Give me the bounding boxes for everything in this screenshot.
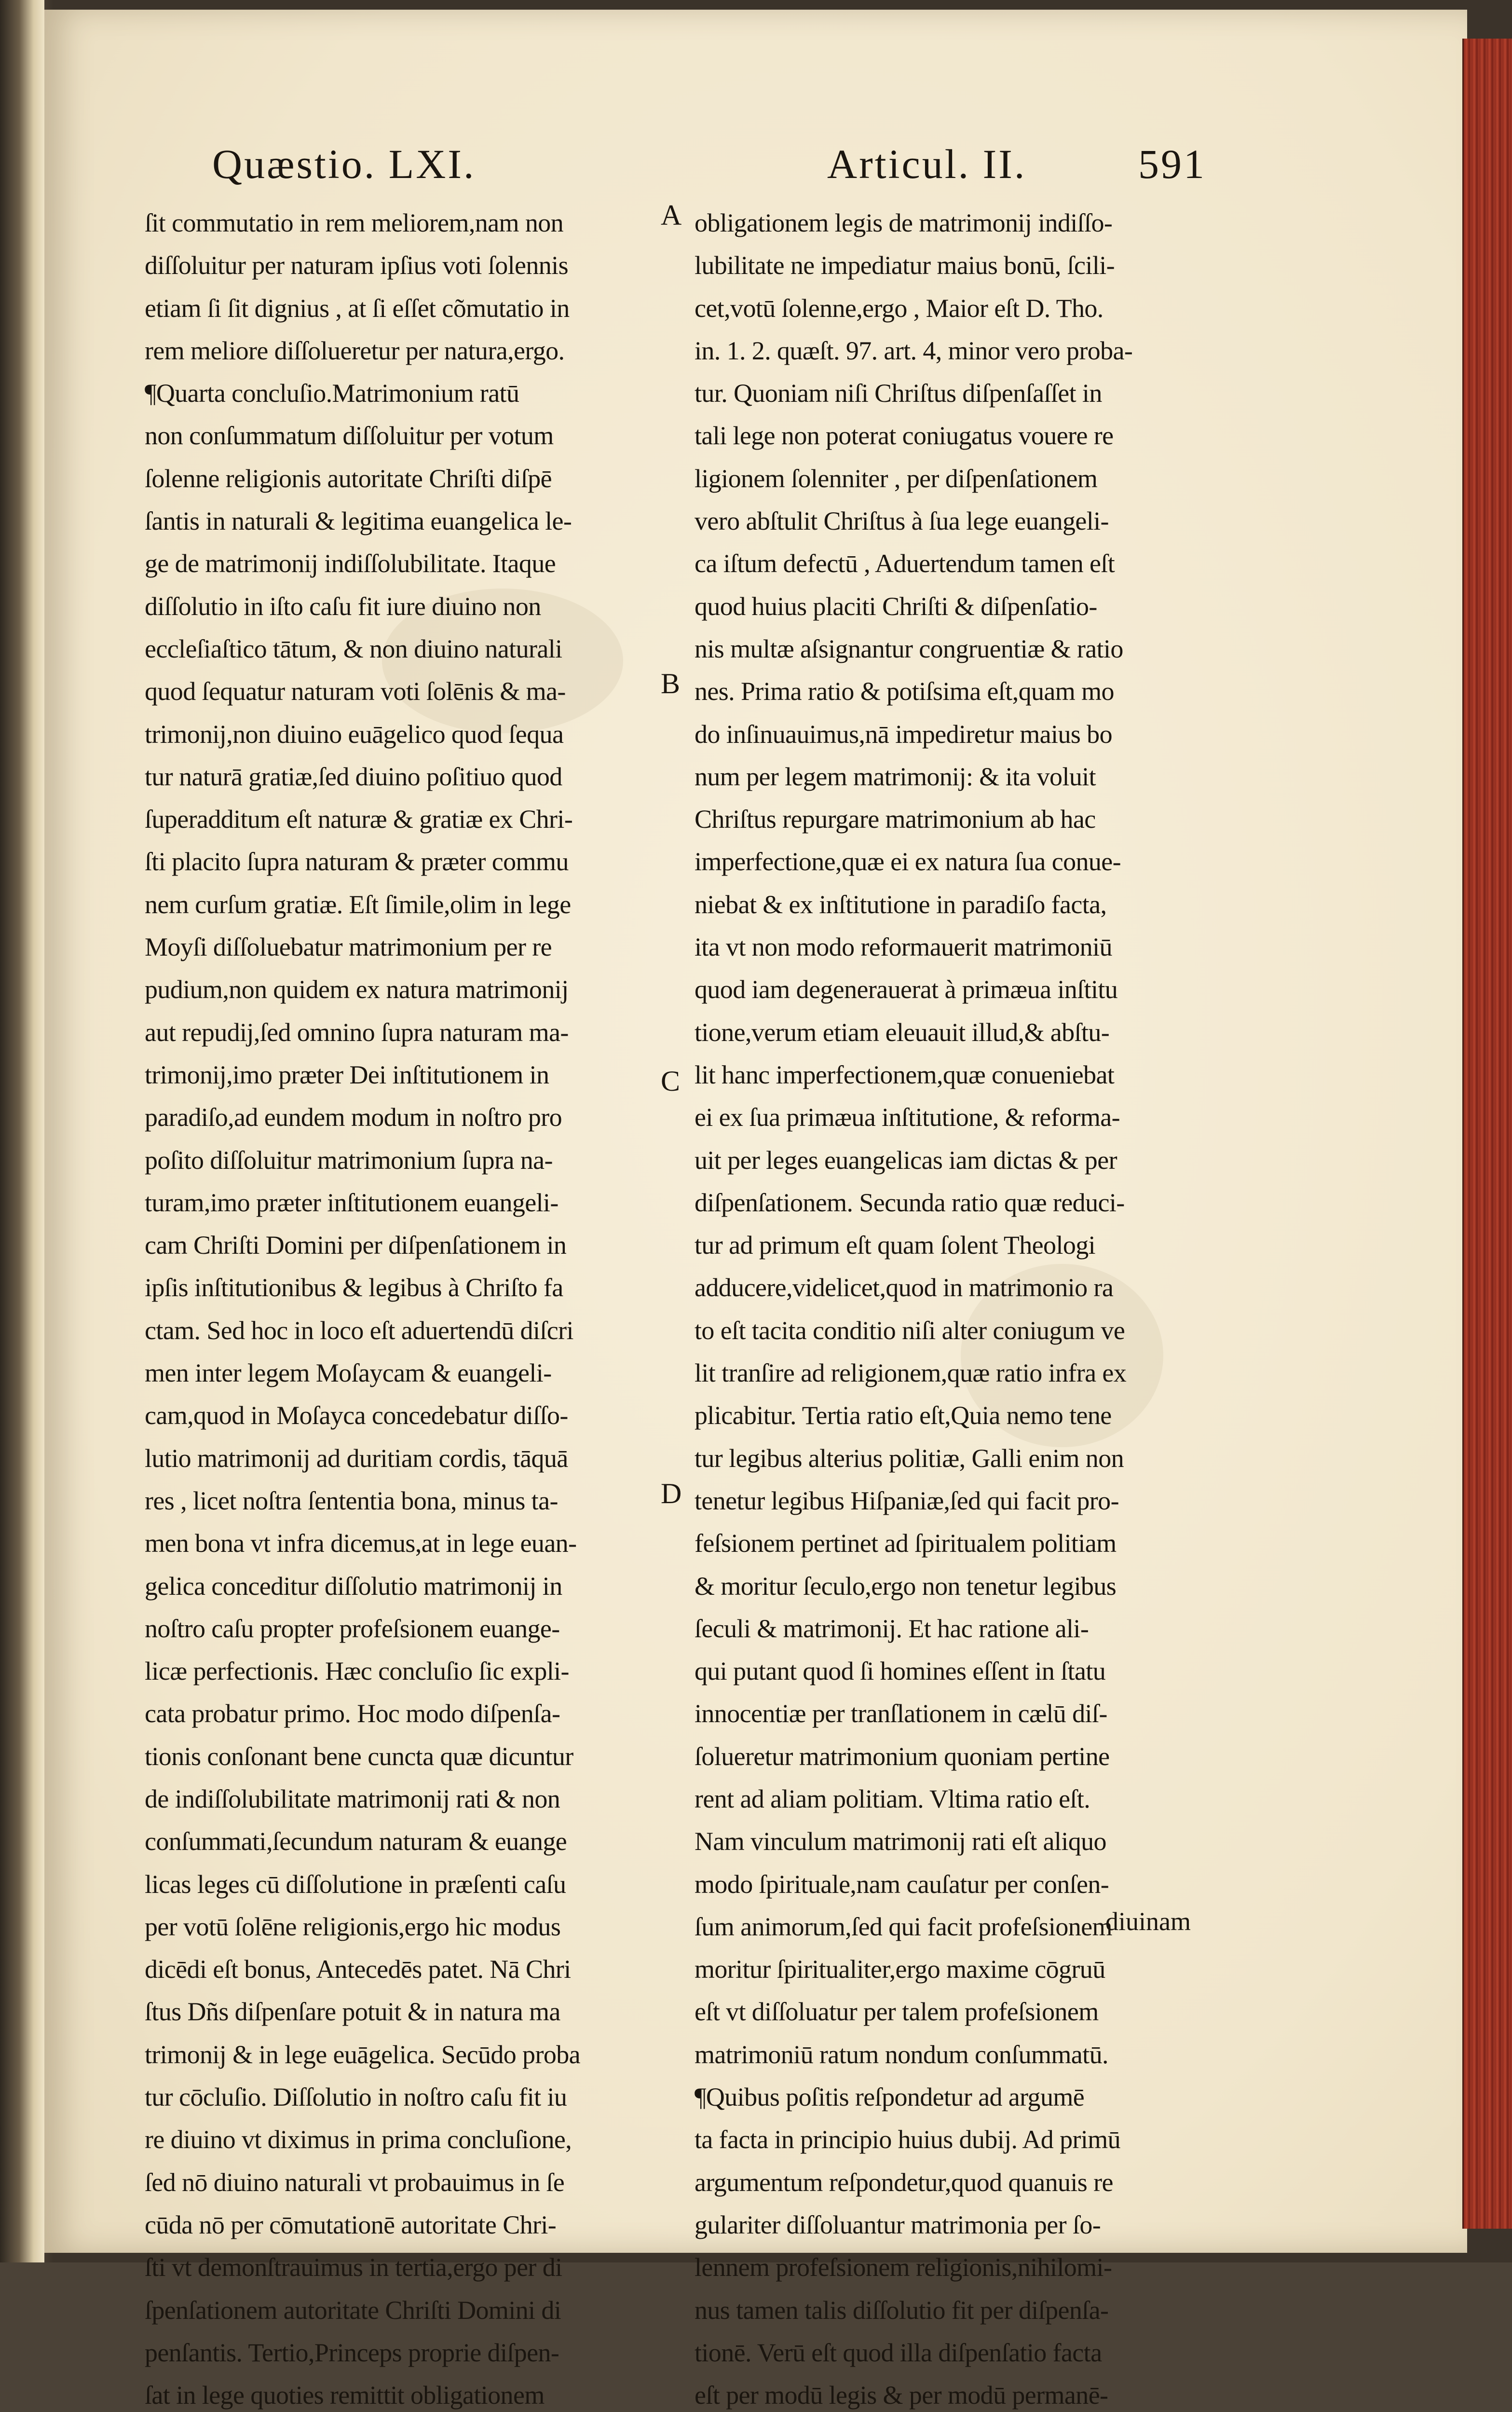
text-line: ca iſtum defectū , Aduertendum tamen eſt xyxy=(695,549,1115,578)
text-line: trimonij & in lege euāgelica. Secūdo proba xyxy=(145,2040,581,2069)
text-line: quod huius placiti Chriſti & diſpenſatio- xyxy=(695,591,1097,621)
text-line: & moritur ſeculo,ergo non tenetur legibus xyxy=(695,1571,1117,1601)
text-line: nem curſum gratiæ. Eſt ſimile,olim in lege xyxy=(145,890,571,919)
text-line: gulariter diſſoluantur matrimonia per ſo- xyxy=(695,2210,1101,2239)
text-line: ligionem ſolenniter , per diſpenſationem xyxy=(695,464,1098,493)
text-line: tionis conſonant bene cuncta quæ dicuntur xyxy=(145,1741,573,1771)
margin-marker-a: A xyxy=(661,199,682,231)
text-line: in. 1. 2. quæſt. 97. art. 4, minor vero proba- xyxy=(695,336,1133,365)
text-line: penſantis. Tertio,Princeps proprie diſpen- xyxy=(145,2338,559,2367)
text-line: Moyſi diſſoluebatur matrimonium per re xyxy=(145,932,552,962)
text-line: niebat & ex inſtitutione in paradiſo facta, xyxy=(695,890,1107,919)
text-line: turam,imo præter inſtitutionem euangeli- xyxy=(145,1188,558,1217)
text-line: res , licet noſtra ſententia bona, minus ta- xyxy=(145,1486,558,1515)
text-line: ita vt non modo reformauerit matrimoniū xyxy=(695,932,1112,962)
text-line: per votū ſolēne religionis,ergo hic modus xyxy=(145,1912,561,1941)
text-line: ſuperadditum eſt naturæ & gratiæ ex Chri- xyxy=(145,805,573,834)
text-line: lit tranſire ad religionem,quæ ratio infra ex xyxy=(695,1358,1127,1388)
text-line: uit per leges euangelicas iam dictas & per xyxy=(695,1145,1117,1175)
text-line: cata probatur primo. Hoc modo diſpenſa- xyxy=(145,1699,560,1728)
text-line: ſum animorum,ſed qui facit profeſsionem xyxy=(695,1912,1112,1941)
text-line: de indiſſolubilitate matrimonij rati & non xyxy=(145,1784,560,1813)
text-line: tionē. Verū eſt quod illa diſpenſatio facta xyxy=(695,2338,1102,2367)
text-line: diſpenſationem. Secunda ratio quæ reduci- xyxy=(695,1188,1125,1217)
text-line: poſito diſſoluitur matrimonium ſupra na- xyxy=(145,1145,553,1175)
text-line: ſolenne religionis autoritate Chriſti diſpē xyxy=(145,464,552,493)
right-text-column xyxy=(695,202,1215,2412)
text-line: eſt vt diſſoluatur per talem profeſsionem xyxy=(695,1997,1099,2027)
text-line: pudium,non quidem ex natura matrimonij xyxy=(145,975,569,1004)
text-line: conſummati,ſecundum naturam & euange xyxy=(145,1827,567,1856)
text-line: lutio matrimonij ad duritiam cordis, tāquā xyxy=(145,1443,568,1473)
text-line: cam Chriſti Domini per diſpenſationem in xyxy=(145,1231,567,1260)
text-line: rent ad aliam politiam. Vltima ratio eſt. xyxy=(695,1784,1090,1813)
text-line: rem meliore diſſolueretur per natura,ergo. xyxy=(145,336,565,365)
text-line: aut repudij,ſed omnino ſupra naturam ma- xyxy=(145,1017,569,1047)
margin-marker-b: B xyxy=(661,668,681,699)
text-line: to eſt tacita conditio niſi alter coniugum ve xyxy=(695,1316,1125,1345)
text-line: tali lege non poterat coniugatus vouere re xyxy=(695,421,1114,451)
text-line: feſsionem pertinet ad ſpiritualem politiam xyxy=(695,1529,1117,1558)
text-line: innocentiæ per tranſlationem in cælū diſ- xyxy=(695,1699,1107,1728)
text-line: trimonij,non diuino euāgelico quod ſequa xyxy=(145,719,564,749)
text-line: paradiſo,ad eundem modum in noſtro pro xyxy=(145,1103,562,1132)
text-line: Chriſtus repurgare matrimonium ab hac xyxy=(695,805,1096,834)
text-line: lubilitate ne impediatur maius bonū, ſcili- xyxy=(695,251,1115,280)
binding-gutter xyxy=(0,0,44,2262)
text-line: noſtro caſu propter profeſsionem euange- xyxy=(145,1614,560,1643)
text-line: ¶Quibus poſitis reſpondetur ad argumē xyxy=(695,2083,1085,2112)
text-line: ctam. Sed hoc in loco eſt aduertendū diſcri xyxy=(145,1316,573,1345)
text-line: tur cōcluſio. Diſſolutio in noſtro caſu fit iu xyxy=(145,2083,567,2112)
text-line: etiam ſi ſit dignius , at ſi eſſet cõmutatio in xyxy=(145,293,570,323)
text-line: lennem profeſsionem religionis,nihilomi- xyxy=(695,2253,1112,2282)
running-head-right: Articul. II. xyxy=(827,141,1027,187)
text-line: eccleſiaſtico tātum, & non diuino naturali xyxy=(145,634,562,663)
text-line: cam,quod in Moſayca concedebatur diſſo- xyxy=(145,1401,568,1430)
text-line: ta facta in principio huius dubij. Ad primū xyxy=(695,2125,1121,2154)
running-head-left: Quæstio. LXI. xyxy=(212,141,476,187)
text-line: cūda nō per cōmutationē autoritate Chri- xyxy=(145,2210,557,2239)
text-line: modo ſpirituale,nam cauſatur per conſen- xyxy=(695,1869,1109,1899)
text-line: lit hanc imperfectionem,quæ conueniebat xyxy=(695,1060,1115,1089)
text-line: quod iam degenerauerat à primæua inſtitu xyxy=(695,975,1118,1004)
margin-marker-c: C xyxy=(661,1065,681,1097)
text-line: men inter legem Moſaycam & euangeli- xyxy=(145,1358,552,1388)
text-line: trimonij,imo præter Dei inſtitutionem in xyxy=(145,1060,549,1089)
margin-marker-d: D xyxy=(661,1478,682,1509)
text-line: ſolueretur matrimonium quoniam pertine xyxy=(695,1741,1110,1771)
text-line: imperfectione,quæ ei ex natura ſua conue- xyxy=(695,847,1121,877)
text-line: ſat in lege quoties remittit obligationem xyxy=(145,2381,545,2410)
text-line: diſſoluitur per naturam ipſius voti ſolennis xyxy=(145,251,568,280)
text-line: matrimoniū ratum nondum conſummatū. xyxy=(695,2040,1108,2069)
catchword: diuinam xyxy=(1105,1907,1191,1936)
text-line: tur ad primum eſt quam ſolent Theologi xyxy=(695,1231,1096,1260)
text-line: dicēdi eſt bonus, Antecedēs patet. Nā Chri xyxy=(145,1955,571,1984)
text-line: ſeculi & matrimonij. Et hac ratione ali- xyxy=(695,1614,1089,1643)
text-line: nis multæ aſsignantur congruentiæ & ratio xyxy=(695,634,1123,663)
text-line: diſſolutio in iſto caſu fit iure diuino non xyxy=(145,591,541,621)
text-line: men bona vt infra dicemus,at in lege euan- xyxy=(145,1529,577,1558)
text-line: nus tamen talis diſſolutio fit per diſpenſa- xyxy=(695,2295,1109,2325)
text-line: tur naturā gratiæ,ſed diuino poſitiuo quod xyxy=(145,762,562,791)
text-line: ¶Quarta concluſio.Matrimonium ratū xyxy=(145,379,519,408)
text-line: argumentum reſpondetur,quod quanuis re xyxy=(695,2167,1113,2197)
text-line: re diuino vt diximus in prima concluſione, xyxy=(145,2125,572,2154)
text-line: ipſis inſtitutionibus & legibus à Chriſto fa xyxy=(145,1273,563,1302)
text-line: qui putant quod ſi homines eſſent in ſtatu xyxy=(695,1657,1106,1686)
text-line: cet,votū ſolenne,ergo , Maior eſt D. Tho. xyxy=(695,293,1103,323)
text-line: ſantis in naturali & legitima euangelica le- xyxy=(145,507,572,536)
text-line: do inſinuauimus,nā impediretur maius bo xyxy=(695,719,1112,749)
text-line: ge de matrimonij indiſſolubilitate. Itaque xyxy=(145,549,556,578)
text-line: plicabitur. Tertia ratio eſt,Quia nemo tene xyxy=(695,1401,1112,1430)
text-line: ſti vt demonſtrauimus in tertia,ergo per di xyxy=(145,2253,562,2282)
red-page-edges xyxy=(1462,39,1512,2229)
text-line: ſed nō diuino naturali vt probauimus in ſe xyxy=(145,2167,565,2197)
text-line: licæ perfectionis. Hæc concluſio ſic expli- xyxy=(145,1657,569,1686)
text-line: tione,verum etiam eleuauit illud,& abſtu- xyxy=(695,1017,1110,1047)
text-line: ſtus Dñs diſpenſare potuit & in natura ma xyxy=(145,1997,560,2027)
text-line: quod ſequatur naturam voti ſolēnis & ma- xyxy=(145,677,566,706)
text-line: ſit commutatio in rem meliorem,nam non xyxy=(145,208,564,237)
text-line: nes. Prima ratio & potiſsima eſt,quam mo xyxy=(695,677,1114,706)
text-line: vero abſtulit Chriſtus à ſua lege euangeli- xyxy=(695,507,1109,536)
text-line: adducere,videlicet,quod in matrimonio ra xyxy=(695,1273,1114,1302)
page-number: 591 xyxy=(1138,141,1206,187)
text-line: non conſummatum diſſoluitur per votum xyxy=(145,421,554,451)
text-line: num per legem matrimonij: & ita voluit xyxy=(695,762,1096,791)
text-line: ei ex ſua primæua inſtitutione, & reforma- xyxy=(695,1103,1120,1132)
text-line: eſt per modū legis & per modū permanē- xyxy=(695,2381,1108,2410)
text-line: obligationem legis de matrimonij indiſſo- xyxy=(695,208,1113,237)
text-line: tur legibus alterius politiæ, Galli enim non xyxy=(695,1443,1124,1473)
left-text-column xyxy=(145,202,656,2412)
text-line: tenetur legibus Hiſpaniæ,ſed qui facit pro- xyxy=(695,1486,1119,1515)
text-line: tur. Quoniam niſi Chriſtus diſpenſaſſet in xyxy=(695,379,1102,408)
text-line: licas leges cū diſſolutione in præſenti caſu xyxy=(145,1869,566,1899)
text-line: moritur ſpiritualiter,ergo maxime cōgruū xyxy=(695,1955,1105,1984)
text-line: gelica conceditur diſſolutio matrimonij in xyxy=(145,1571,562,1601)
text-line: ſti placito ſupra naturam & præter commu xyxy=(145,847,569,877)
text-line: ſpenſationem autoritate Chriſti Domini di xyxy=(145,2295,561,2325)
text-line: Nam vinculum matrimonij rati eſt aliquo xyxy=(695,1827,1106,1856)
